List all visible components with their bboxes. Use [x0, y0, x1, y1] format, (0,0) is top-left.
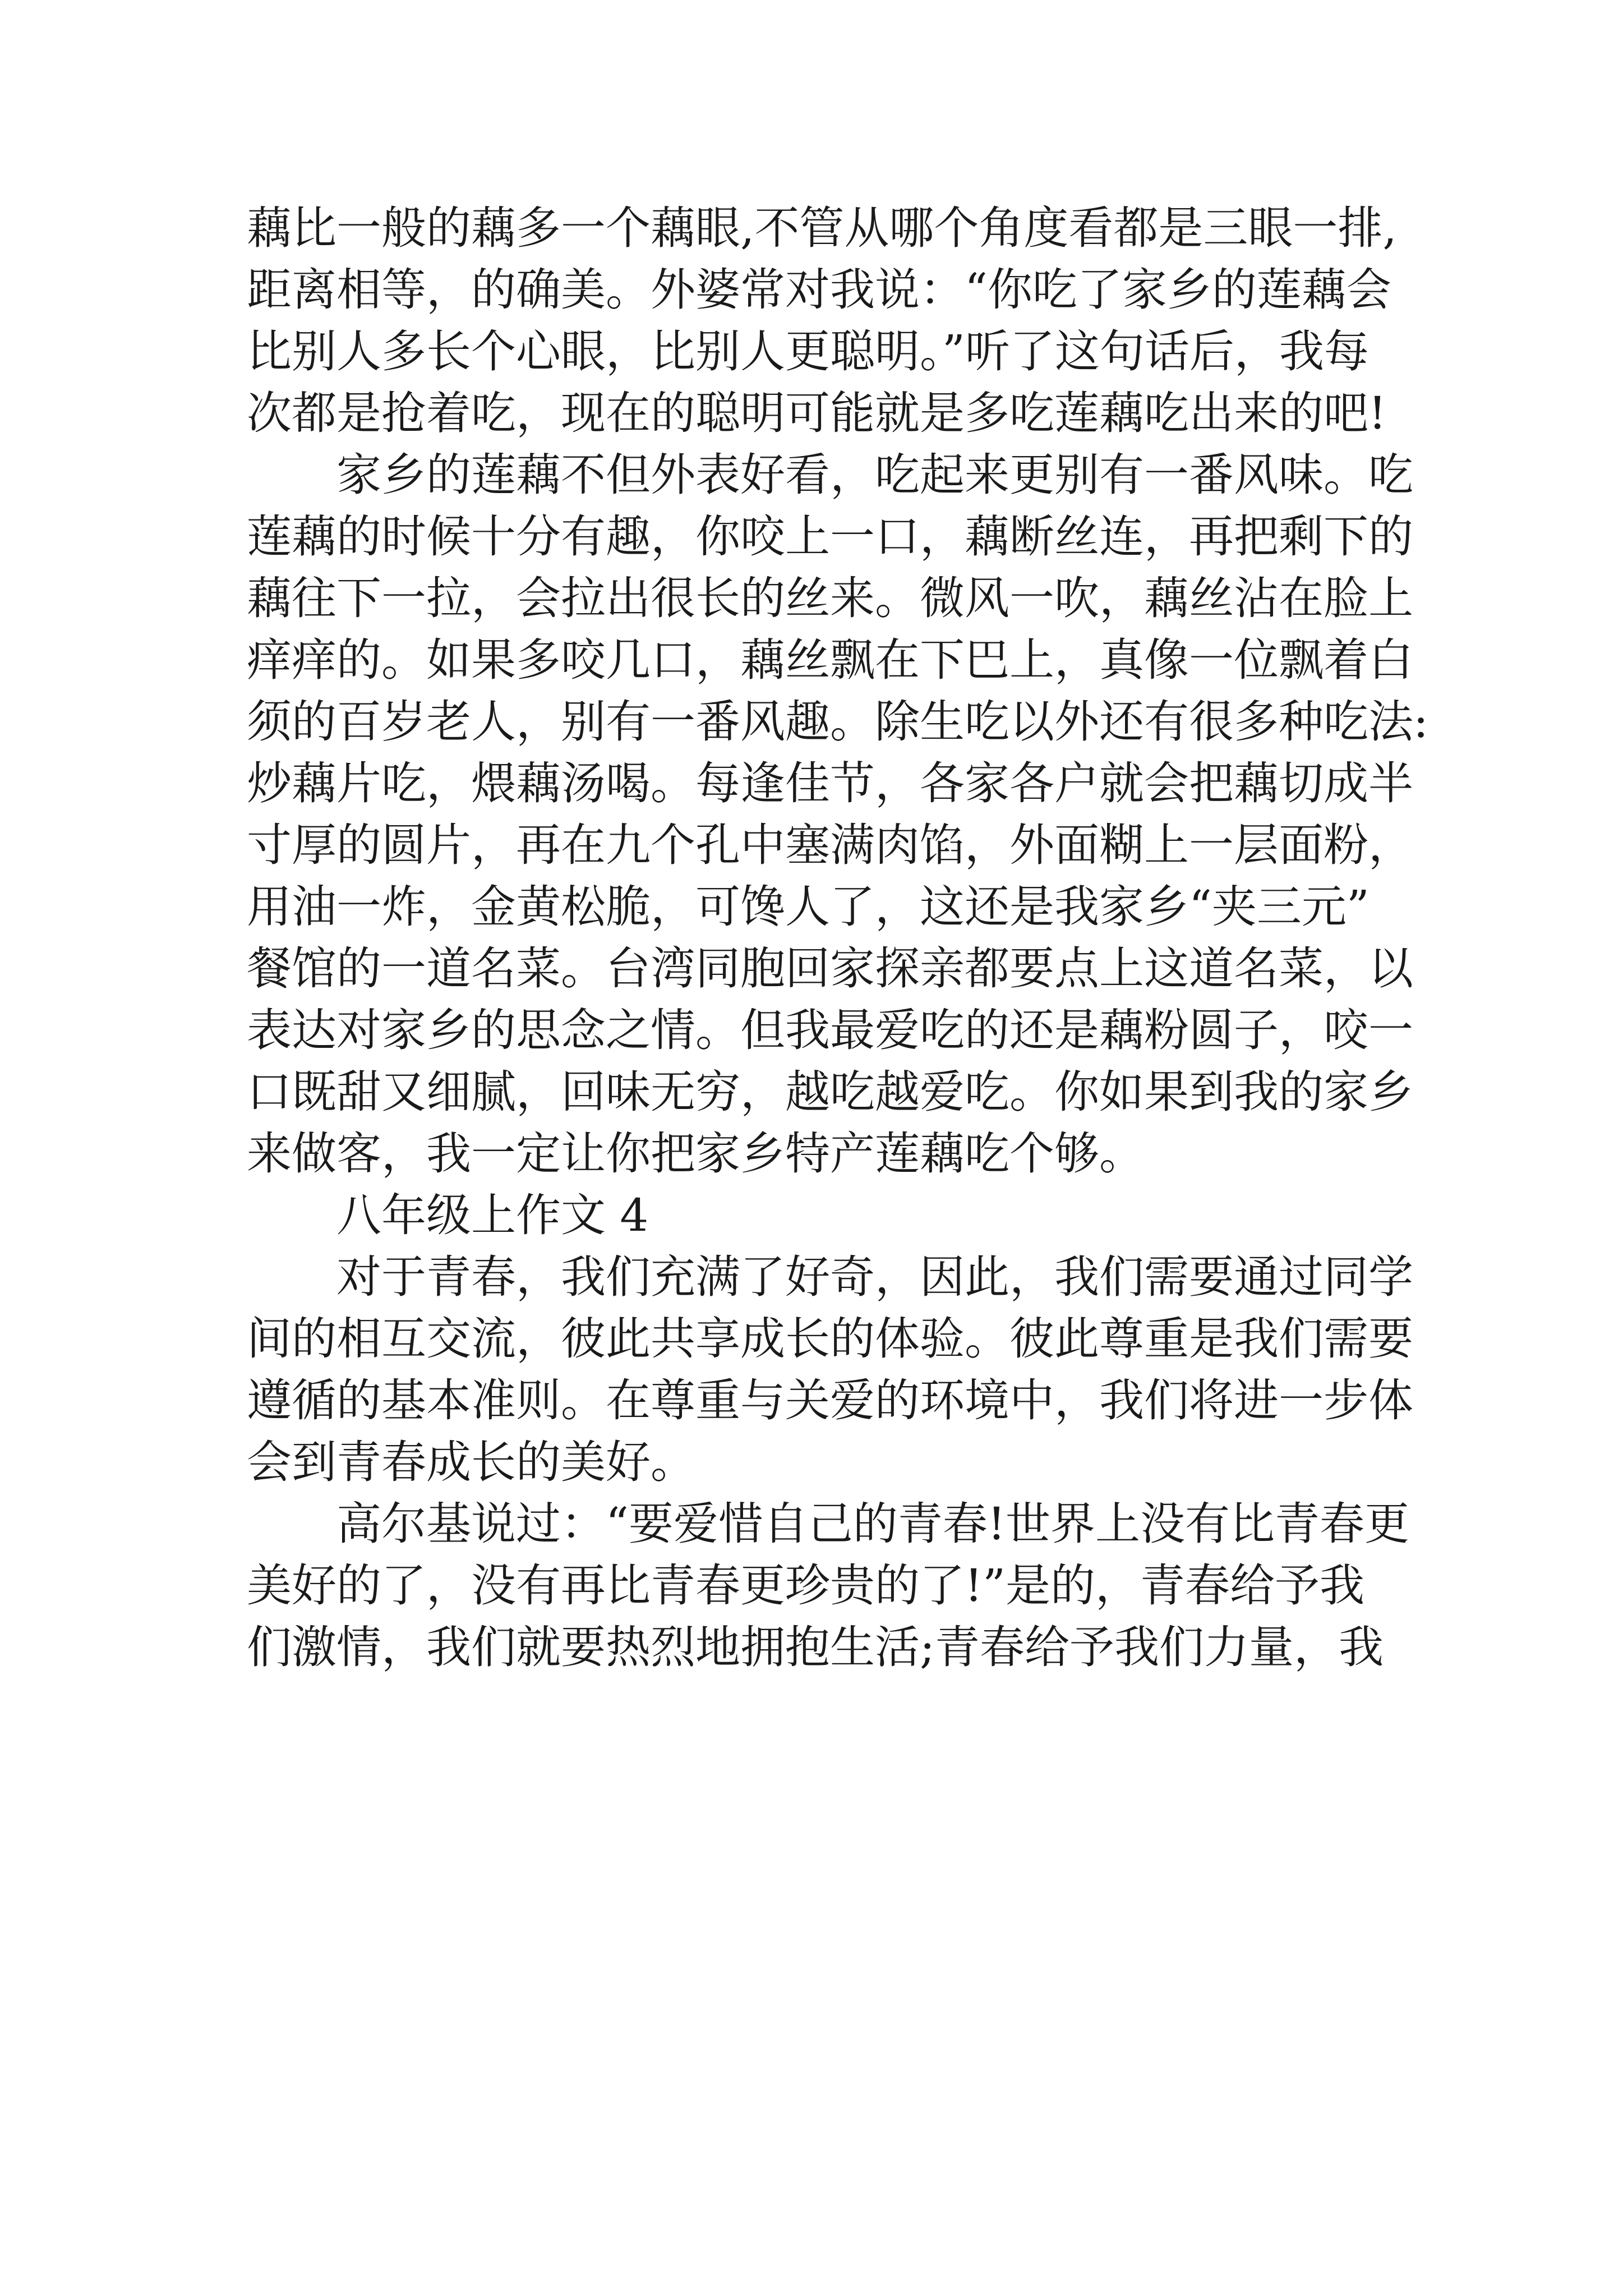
- text-line: 美好的了，没有再比青春更珍贵的了!”是的，青春给予我: [247, 1559, 1365, 1612]
- text-line: 藕比一般的藕多一个藕眼,不管从哪个角度看都是三眼一排,: [247, 202, 1397, 254]
- text-line: 藕往下一拉，会拉出很长的丝来。微风一吹，藕丝沾在脸上: [247, 572, 1413, 624]
- text-line: 炒藕片吃，煨藕汤喝。每逢佳节，各家各户就会把藕切成半: [247, 757, 1413, 809]
- text-line: 比别人多长个心眼，比别人更聪明。”听了这句话后，我每: [247, 325, 1369, 378]
- text-line: 间的相互交流，彼此共享成长的体验。彼此尊重是我们需要: [247, 1313, 1413, 1365]
- text-line: 用油一炸，金黄松脆，可馋人了，这还是我家乡“夹三元”: [247, 881, 1370, 933]
- text-line: 莲藕的时候十分有趣，你咬上一口，藕断丝连，再把剩下的: [247, 510, 1413, 563]
- text-line: 次都是抢着吃，现在的聪明可能就是多吃莲藕吃出来的吧!: [247, 387, 1387, 439]
- paragraph-start-line: 家乡的莲藕不但外表好看，吃起来更别有一番风味。吃: [247, 449, 1413, 501]
- text-line: 遵循的基本准则。在尊重与关爱的环境中，我们将进一步体: [247, 1374, 1413, 1427]
- body-text: [247, 197, 1428, 1678]
- text-line: 来做客，我一定让你把家乡特产莲藕吃个够。: [247, 1128, 1144, 1180]
- text-line: 会到青春成长的美好。: [247, 1436, 695, 1488]
- text-line: 距离相等，的确美。外婆常对我说：“你吃了家乡的莲藕会: [247, 264, 1391, 316]
- paragraph-start-line: 对于青春，我们充满了好奇，因此，我们需要通过同学: [247, 1251, 1413, 1303]
- paragraph-start-line: 高尔基说过：“要爱惜自己的青春!世界上没有比青春更: [247, 1498, 1410, 1550]
- text-line: 表达对家乡的思念之情。但我最爱吃的还是藕粉圆子，咬一: [247, 1004, 1413, 1056]
- section-heading: 八年级上作文 4: [247, 1189, 649, 1241]
- text-line: 寸厚的圆片，再在九个孔中塞满肉馅，外面糊上一层面粉，: [247, 819, 1413, 871]
- text-line: 餐馆的一道名菜。台湾同胞回家探亲都要点上这道名菜，以: [247, 942, 1413, 995]
- text-line: 痒痒的。如果多咬几口，藕丝飘在下巴上，真像一位飘着白: [247, 634, 1413, 686]
- text-line: 须的百岁老人，别有一番风趣。除生吃以外还有很多种吃法:: [247, 696, 1428, 748]
- text-line: 口既甜又细腻，回味无穷，越吃越爱吃。你如果到我的家乡: [247, 1066, 1413, 1118]
- text-line: 们激情，我们就要热烈地拥抱生活;青春给予我们力量，我: [247, 1621, 1384, 1673]
